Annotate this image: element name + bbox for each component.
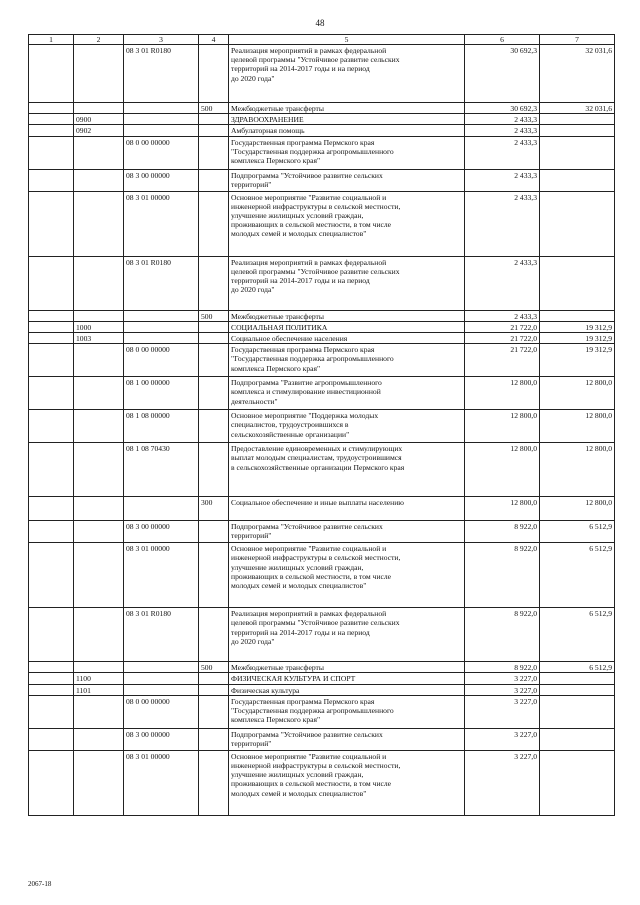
cell-col1	[29, 333, 74, 344]
cell-amount-col7	[540, 169, 615, 191]
cell-amount-col6: 30 692,3	[465, 45, 540, 103]
cell-section-code: 1003	[74, 333, 124, 344]
cell-amount-col7: 12 800,0	[540, 410, 615, 443]
cell-expense-type	[199, 169, 229, 191]
document-code: 2067-18	[28, 880, 52, 888]
cell-target-code	[124, 333, 199, 344]
table-row	[29, 125, 615, 136]
cell-name: Основное мероприятие "Поддержка молодых специалистов, трудоустроившихся в сельскохозяйственные организации"	[229, 410, 465, 443]
cell-name: Подпрограмма "Устойчивое развитие сельских территорий"	[229, 728, 465, 750]
cell-name: Подпрограмма "Устойчивое развитие сельских территорий"	[229, 169, 465, 191]
column-header: 2	[74, 35, 124, 45]
cell-amount-col7: 32 031,6	[540, 45, 615, 103]
cell-target-code	[124, 310, 199, 321]
cell-expense-type	[199, 608, 229, 662]
cell-section-code	[74, 103, 124, 114]
cell-section-code	[74, 543, 124, 608]
column-header: 4	[199, 35, 229, 45]
cell-expense-type	[199, 344, 229, 377]
cell-expense-type	[199, 750, 229, 815]
cell-name: Реализация мероприятий в рамках федеральной целевой программы "Устойчивое развитие сельских территорий на 2014-2017 годы и на период до 2020 года"	[229, 45, 465, 103]
cell-target-code: 08 3 00 00000	[124, 521, 199, 543]
table-row	[29, 673, 615, 684]
cell-target-code: 08 0 00 00000	[124, 344, 199, 377]
table-row	[29, 321, 615, 332]
cell-expense-type: 500	[199, 103, 229, 114]
cell-target-code: 08 3 01 R0180	[124, 608, 199, 662]
cell-name: Реализация мероприятий в рамках федеральной целевой программы "Устойчивое развитие сельских территорий на 2014-2017 годы и на период до 2020 года"	[229, 608, 465, 662]
cell-amount-col7: 6 512,9	[540, 608, 615, 662]
cell-name: Государственная программа Пермского края "Государственная поддержка агропромышленного комплекса Пермского края"	[229, 136, 465, 169]
cell-expense-type	[199, 443, 229, 497]
table-row	[29, 310, 615, 321]
cell-target-code: 08 3 00 00000	[124, 169, 199, 191]
cell-target-code: 08 3 01 00000	[124, 543, 199, 608]
table-row	[29, 191, 615, 256]
column-header: 1	[29, 35, 74, 45]
cell-section-code	[74, 191, 124, 256]
cell-section-code: 1101	[74, 684, 124, 695]
cell-amount-col6: 21 722,0	[465, 321, 540, 332]
cell-amount-col6: 3 227,0	[465, 750, 540, 815]
table-row	[29, 377, 615, 410]
cell-section-code	[74, 695, 124, 728]
cell-col1	[29, 321, 74, 332]
table-row	[29, 114, 615, 125]
table-row	[29, 497, 615, 521]
cell-section-code	[74, 310, 124, 321]
cell-amount-col7	[540, 673, 615, 684]
cell-amount-col6: 2 433,3	[465, 169, 540, 191]
cell-section-code	[74, 728, 124, 750]
cell-section-code	[74, 410, 124, 443]
cell-name: Физическая культура	[229, 684, 465, 695]
cell-col1	[29, 662, 74, 673]
cell-amount-col6: 21 722,0	[465, 333, 540, 344]
cell-amount-col6: 12 800,0	[465, 377, 540, 410]
cell-amount-col7: 19 312,9	[540, 344, 615, 377]
cell-name: Предоставление единовременных и стимулирующих выплат молодым специалистам, трудоустроившимся в сельскохозяйственные организации Пермского края	[229, 443, 465, 497]
cell-name: Социальное обеспечение и иные выплаты населению	[229, 497, 465, 521]
budget-table	[28, 34, 615, 816]
cell-target-code: 08 3 01 R0180	[124, 45, 199, 103]
cell-amount-col6: 3 227,0	[465, 695, 540, 728]
cell-amount-col6: 8 922,0	[465, 662, 540, 673]
cell-amount-col6: 12 800,0	[465, 410, 540, 443]
cell-expense-type	[199, 521, 229, 543]
cell-amount-col7	[540, 256, 615, 310]
cell-target-code	[124, 114, 199, 125]
cell-col1	[29, 256, 74, 310]
cell-col1	[29, 310, 74, 321]
cell-name: Социальное обеспечение населения	[229, 333, 465, 344]
cell-amount-col6: 12 800,0	[465, 497, 540, 521]
cell-name: Межбюджетные трансферты	[229, 662, 465, 673]
table-row	[29, 608, 615, 662]
cell-name: Государственная программа Пермского края "Государственная поддержка агропромышленного комплекса Пермского края"	[229, 344, 465, 377]
cell-section-code: 0900	[74, 114, 124, 125]
cell-col1	[29, 114, 74, 125]
cell-expense-type	[199, 125, 229, 136]
cell-target-code: 08 1 00 00000	[124, 377, 199, 410]
cell-expense-type	[199, 136, 229, 169]
table-row	[29, 103, 615, 114]
cell-name: Основное мероприятие "Развитие социальной и инженерной инфраструктуры в сельской местности, улучшение жилищных условий граждан, проживающих в сельской местности, в том числе молодых семей и молодых специалистов"	[229, 191, 465, 256]
table-row	[29, 169, 615, 191]
table-row	[29, 695, 615, 728]
cell-expense-type: 300	[199, 497, 229, 521]
cell-target-code	[124, 673, 199, 684]
cell-amount-col7: 19 312,9	[540, 333, 615, 344]
table-row	[29, 728, 615, 750]
cell-amount-col6: 2 433,3	[465, 310, 540, 321]
cell-expense-type	[199, 673, 229, 684]
table-row	[29, 750, 615, 815]
cell-amount-col6: 8 922,0	[465, 521, 540, 543]
cell-target-code	[124, 684, 199, 695]
cell-target-code: 08 0 00 00000	[124, 136, 199, 169]
cell-col1	[29, 728, 74, 750]
cell-expense-type: 500	[199, 662, 229, 673]
cell-amount-col7	[540, 684, 615, 695]
page-number: 48	[315, 18, 325, 28]
cell-col1	[29, 750, 74, 815]
cell-col1	[29, 344, 74, 377]
cell-section-code	[74, 169, 124, 191]
table-row	[29, 256, 615, 310]
cell-section-code	[74, 443, 124, 497]
table-header-row	[29, 35, 615, 45]
cell-amount-col6: 3 227,0	[465, 684, 540, 695]
cell-col1	[29, 136, 74, 169]
cell-amount-col7	[540, 310, 615, 321]
cell-target-code: 08 1 08 70430	[124, 443, 199, 497]
cell-amount-col7: 6 512,9	[540, 662, 615, 673]
cell-name: Амбулаторная помощь	[229, 125, 465, 136]
cell-col1	[29, 45, 74, 103]
cell-amount-col6: 30 692,3	[465, 103, 540, 114]
cell-col1	[29, 684, 74, 695]
table-row	[29, 521, 615, 543]
cell-amount-col6: 12 800,0	[465, 443, 540, 497]
cell-name: Межбюджетные трансферты	[229, 310, 465, 321]
cell-col1	[29, 673, 74, 684]
table-row	[29, 543, 615, 608]
cell-amount-col7: 19 312,9	[540, 321, 615, 332]
cell-amount-col7	[540, 191, 615, 256]
cell-expense-type	[199, 333, 229, 344]
column-header: 5	[229, 35, 465, 45]
cell-section-code	[74, 662, 124, 673]
cell-section-code	[74, 521, 124, 543]
cell-name: Основное мероприятие "Развитие социальной и инженерной инфраструктуры в сельской местности, улучшение жилищных условий граждан, проживающих в сельской местности, в том числе молодых семей и молодых специалистов"	[229, 543, 465, 608]
cell-col1	[29, 125, 74, 136]
column-header: 6	[465, 35, 540, 45]
cell-section-code	[74, 750, 124, 815]
cell-expense-type	[199, 410, 229, 443]
cell-expense-type	[199, 256, 229, 310]
cell-amount-col7	[540, 750, 615, 815]
cell-col1	[29, 103, 74, 114]
cell-expense-type	[199, 695, 229, 728]
cell-section-code	[74, 136, 124, 169]
table-row	[29, 45, 615, 103]
cell-section-code	[74, 608, 124, 662]
cell-expense-type	[199, 191, 229, 256]
cell-expense-type	[199, 321, 229, 332]
cell-section-code: 0902	[74, 125, 124, 136]
table-row	[29, 443, 615, 497]
cell-name: Подпрограмма "Развитие агропромышленного комплекса и стимулирование инвестиционной деятельности"	[229, 377, 465, 410]
cell-target-code: 08 3 01 00000	[124, 750, 199, 815]
cell-amount-col7: 32 031,6	[540, 103, 615, 114]
table-row	[29, 333, 615, 344]
cell-section-code	[74, 344, 124, 377]
cell-name: ЗДРАВООХРАНЕНИЕ	[229, 114, 465, 125]
cell-section-code	[74, 377, 124, 410]
cell-section-code: 1000	[74, 321, 124, 332]
cell-amount-col6: 2 433,3	[465, 114, 540, 125]
cell-amount-col7	[540, 695, 615, 728]
cell-name: Межбюджетные трансферты	[229, 103, 465, 114]
cell-expense-type: 500	[199, 310, 229, 321]
cell-section-code: 1100	[74, 673, 124, 684]
cell-col1	[29, 497, 74, 521]
cell-amount-col6: 21 722,0	[465, 344, 540, 377]
cell-section-code	[74, 45, 124, 103]
cell-amount-col7: 6 512,9	[540, 543, 615, 608]
cell-amount-col6: 2 433,3	[465, 256, 540, 310]
cell-name: Основное мероприятие "Развитие социальной и инженерной инфраструктуры в сельской местности, улучшение жилищных условий граждан, проживающих в сельской местности, в том числе молодых семей и молодых специалистов"	[229, 750, 465, 815]
cell-amount-col6: 2 433,3	[465, 125, 540, 136]
table-row	[29, 410, 615, 443]
cell-expense-type	[199, 377, 229, 410]
cell-col1	[29, 443, 74, 497]
cell-name: Реализация мероприятий в рамках федеральной целевой программы "Устойчивое развитие сельских территорий на 2014-2017 годы и на период до 2020 года"	[229, 256, 465, 310]
cell-name: СОЦИАЛЬНАЯ ПОЛИТИКА	[229, 321, 465, 332]
cell-col1	[29, 543, 74, 608]
table-body	[29, 45, 615, 816]
cell-amount-col7	[540, 114, 615, 125]
cell-name: Государственная программа Пермского края "Государственная поддержка агропромышленного комплекса Пермского края"	[229, 695, 465, 728]
cell-amount-col6: 8 922,0	[465, 608, 540, 662]
cell-target-code: 08 0 00 00000	[124, 695, 199, 728]
table-row	[29, 344, 615, 377]
cell-amount-col7	[540, 136, 615, 169]
cell-amount-col6: 2 433,3	[465, 191, 540, 256]
cell-amount-col6: 2 433,3	[465, 136, 540, 169]
column-header: 3	[124, 35, 199, 45]
cell-amount-col7	[540, 728, 615, 750]
cell-target-code: 08 3 01 R0180	[124, 256, 199, 310]
cell-expense-type	[199, 684, 229, 695]
cell-col1	[29, 608, 74, 662]
cell-amount-col7: 6 512,9	[540, 521, 615, 543]
cell-target-code	[124, 321, 199, 332]
cell-col1	[29, 521, 74, 543]
cell-expense-type	[199, 45, 229, 103]
cell-col1	[29, 410, 74, 443]
cell-expense-type	[199, 114, 229, 125]
cell-name: Подпрограмма "Устойчивое развитие сельских территорий"	[229, 521, 465, 543]
table-row	[29, 662, 615, 673]
cell-target-code: 08 1 08 00000	[124, 410, 199, 443]
cell-col1	[29, 169, 74, 191]
cell-amount-col7: 12 800,0	[540, 497, 615, 521]
cell-target-code: 08 3 00 00000	[124, 728, 199, 750]
cell-target-code: 08 3 01 00000	[124, 191, 199, 256]
cell-target-code	[124, 103, 199, 114]
cell-amount-col7: 12 800,0	[540, 377, 615, 410]
cell-expense-type	[199, 728, 229, 750]
column-header: 7	[540, 35, 615, 45]
cell-target-code	[124, 497, 199, 521]
cell-col1	[29, 191, 74, 256]
table-row	[29, 136, 615, 169]
cell-section-code	[74, 497, 124, 521]
table-row	[29, 684, 615, 695]
cell-target-code	[124, 125, 199, 136]
cell-col1	[29, 695, 74, 728]
cell-amount-col6: 3 227,0	[465, 673, 540, 684]
cell-amount-col7: 12 800,0	[540, 443, 615, 497]
cell-amount-col6: 3 227,0	[465, 728, 540, 750]
cell-expense-type	[199, 543, 229, 608]
cell-section-code	[74, 256, 124, 310]
cell-amount-col6: 8 922,0	[465, 543, 540, 608]
cell-col1	[29, 377, 74, 410]
cell-target-code	[124, 662, 199, 673]
cell-name: ФИЗИЧЕСКАЯ КУЛЬТУРА И СПОРТ	[229, 673, 465, 684]
cell-amount-col7	[540, 125, 615, 136]
